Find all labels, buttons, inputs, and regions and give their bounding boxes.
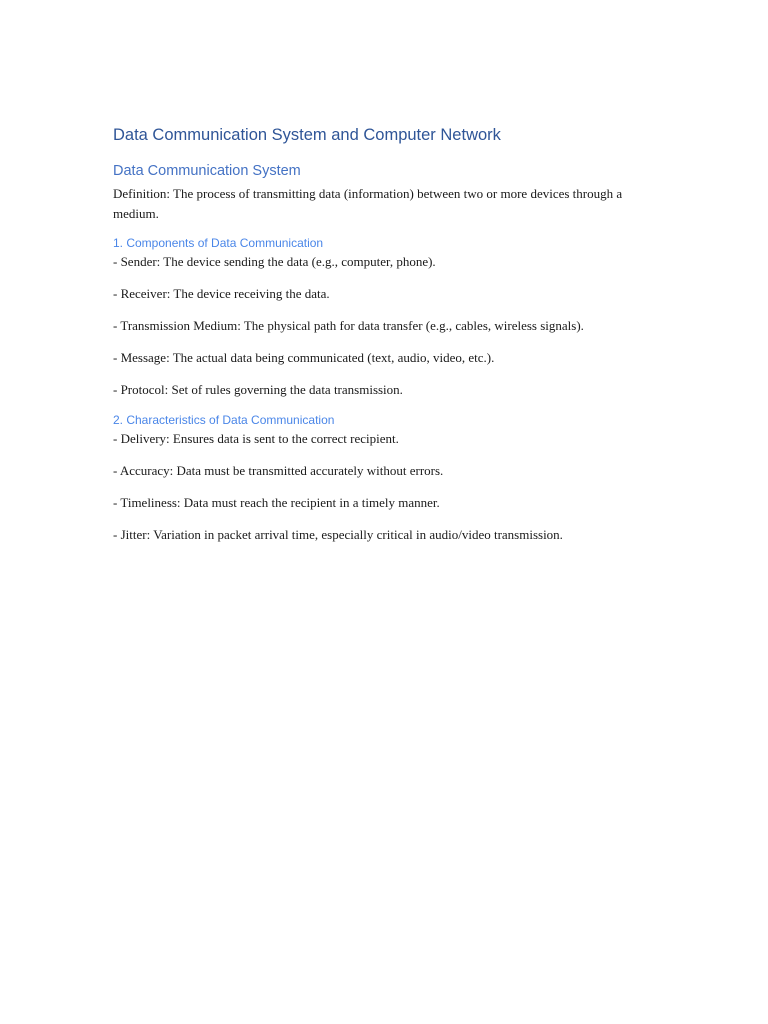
subsection-heading-characteristics: 2. Characteristics of Data Communication — [113, 413, 335, 427]
list-item: - Protocol: Set of rules governing the data transmission. — [113, 382, 403, 397]
characteristics-list — [113, 429, 658, 544]
list-item: - Delivery: Ensures data is sent to the correct recipient. — [113, 431, 399, 446]
list-item: - Sender: The device sending the data (e.g., computer, phone). — [113, 254, 436, 269]
list-item: - Receiver: The device receiving the data. — [113, 286, 330, 301]
definition-paragraph: Definition: The process of transmitting data (information) between two or more devices through a medium. — [113, 186, 623, 221]
components-list — [113, 252, 658, 399]
list-item: - Accuracy: Data must be transmitted accurately without errors. — [113, 463, 444, 478]
list-item: - Timeliness: Data must reach the recipient in a timely manner. — [113, 495, 440, 510]
list-item: - Transmission Medium: The physical path for data transfer (e.g., cables, wireless signals). — [113, 318, 584, 333]
section-heading: Data Communication System — [113, 163, 301, 179]
document-body — [113, 124, 658, 544]
subsection-heading-components: 1. Components of Data Communication — [113, 236, 324, 250]
list-item: - Jitter: Variation in packet arrival time, especially critical in audio/video transmission. — [113, 527, 563, 542]
document-title: Data Communication System and Computer Network — [113, 126, 501, 144]
list-item: - Message: The actual data being communicated (text, audio, video, etc.). — [113, 350, 495, 365]
